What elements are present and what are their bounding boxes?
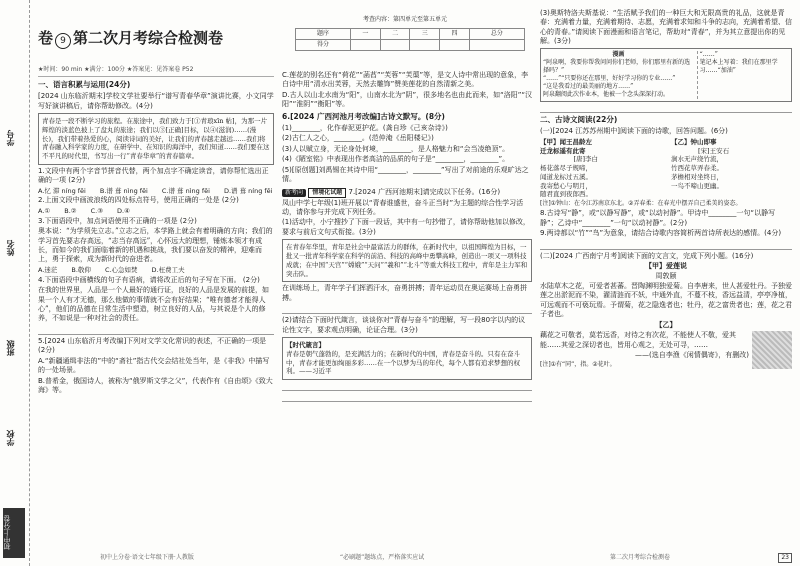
- column-middle: [282, 70, 532, 404]
- student-id-label: 学号: [6, 130, 15, 146]
- motto-box: [282, 337, 532, 380]
- question-6: 6.[2024 广西河池月考改编]古诗文默写。(8分): [282, 111, 445, 121]
- name-label: 姓名: [6, 240, 15, 256]
- dictation-line[interactable]: (2)古仁人之心，________。(范仲淹《岳阳楼记》): [282, 134, 434, 143]
- score-header: 一: [351, 29, 381, 40]
- exam-scope: 考查内容：第四单元至第五单元: [362, 16, 447, 23]
- prose-a-author: 周敦颐: [655, 271, 677, 280]
- score-header: 四: [440, 29, 470, 40]
- section-heading: 一、语言积累与运用(24分): [38, 80, 131, 89]
- option[interactable]: D.谱 葺 níng fēi: [223, 186, 273, 195]
- question-2: [38, 196, 274, 205]
- poem-note: [注]①钟山：在今江苏南京东北。②弄春柔：在春光中摆弄自己柔美的姿态。: [540, 200, 742, 208]
- q7-answer-text: 在训练场上，青年学子们挥洒汗水，奋勇拼搏；青年运动员在奥运赛场上奋勇拼搏。: [282, 284, 527, 302]
- new-trend-tag: 新考向: [282, 189, 306, 197]
- poem-title: 【乙】钟山即事: [671, 137, 717, 146]
- binding-spine: [0, 0, 30, 566]
- option[interactable]: C.谱 葺 nìng fēi: [161, 186, 210, 195]
- option[interactable]: C.莲花的别名还有“荷花”“菡萏”“芙蓉”“芙蕖”等，是文人诗中常出现的意象，李白诗中用“清水出芙蓉，天然去雕饰”赞美莲花的自然清新之美。: [282, 71, 529, 89]
- question-score: (2分): [179, 216, 197, 225]
- dictation-line[interactable]: (4)《陋室铭》中表现出作者高洁的品质的句子是“________，________”。: [282, 155, 510, 164]
- question-score: (2分): [221, 196, 239, 205]
- question-text: 4.下面语段中画横线的句子有语病，请将改正后的句子写在下面。: [38, 275, 241, 284]
- score-cell[interactable]: [410, 40, 440, 51]
- score-cell[interactable]: [440, 40, 470, 51]
- q4-passage: 在我的世界里，人品是一个人最好的通行证，良好的人品是发展的前提，如果一个人有才无德，那么他做的事情就不会有好结果；“唯有德者才能得人心”，他们的品德在日常生活中塑造，树立良好的人品，与其说是个人的修养，不如说是一种对社会的责任。: [38, 286, 269, 323]
- question-score: (2分): [68, 176, 86, 185]
- question-text: 7.[2024 广西河池期末]请完成以下任务。(16分): [348, 187, 501, 196]
- prose-b-text: 藕花之可敬者，莫若远香，对待之有次花，不能使人不敬，爱其能……其爱之深切者也，皆用心观之，无处可寻，……: [540, 331, 736, 349]
- question-text: 3.下面语段中，加点词语使用不正确的一项是: [38, 216, 178, 225]
- footer-left: 初中上分卷·语文七年级下册·人教版: [100, 553, 194, 561]
- comic-title: 漫画: [612, 50, 625, 58]
- column-right: [540, 8, 792, 371]
- prose-b-source: ——(选自李渔《闲情偶寄》，有删改): [635, 351, 749, 360]
- poem-title: 【甲】闻王昌龄左迁龙标遥有此寄: [540, 137, 592, 155]
- intro-text: [2024 山东临沂期末]学校文学社要举行“谱写青春华章”演讲比赛，小文同学写好演讲稿后，请你帮助修改。(4分): [38, 92, 274, 110]
- section-heading: 二、古诗文阅读(22分): [540, 115, 618, 125]
- score-cell[interactable]: [469, 40, 524, 51]
- comic-box: [540, 48, 792, 103]
- poem-b: [671, 138, 792, 199]
- option[interactable]: D.④: [117, 206, 130, 215]
- question-3: [38, 217, 274, 226]
- prose-a-body: 水陆草木之花，可爱者甚蕃。晋陶渊明独爱菊。自李唐来，世人甚爱牡丹。予独爱莲之出淤泥而不染，濯清涟而不妖，中通外直，不蔓不枝，香远益清，亭亭净植，可远观而不可亵玩焉。予谓菊，花之隐逸者也；牡丹，花之富贵者也；莲，花之君子者也。: [540, 281, 792, 319]
- column-left: [38, 78, 274, 396]
- score-cell[interactable]: [351, 40, 381, 51]
- q2-options: [38, 207, 274, 216]
- answer-line[interactable]: [282, 305, 532, 314]
- title-number: 9: [55, 33, 71, 49]
- answer-line[interactable]: [282, 382, 532, 391]
- poem-body: 杨花落尽子规啼，闻道龙标过五溪。我寄愁心与明月，随君直到夜郎西。: [540, 164, 592, 199]
- score-header: 三: [410, 29, 440, 40]
- option[interactable]: A.①: [38, 206, 51, 215]
- option[interactable]: B.敬仰: [71, 265, 91, 274]
- q7-sub1: (1)活动中，小宁搜抄了下面一段话，其中有一句抄错了，请你帮助他加以修改，要求与前后文句式衔接。(3分): [282, 218, 530, 236]
- poem-a: [540, 138, 661, 199]
- score-header: 题序: [296, 29, 351, 40]
- score-table: [295, 28, 525, 51]
- question-score: (2分): [38, 346, 55, 355]
- option[interactable]: B.普希金，俄国诗人，被称为“俄罗斯文学之父”，代表作有《自由颂》《致大海》等。: [38, 376, 273, 394]
- prose-a-title: 【甲】爱莲说: [645, 262, 687, 271]
- dictation-line[interactable]: (5)[原创题]刘禹锡在其诗中用“________，________”写出了对前途的乐观旷达之情。: [282, 165, 529, 184]
- class-label: 班级: [6, 340, 15, 356]
- option[interactable]: D.枉费工夫: [151, 265, 185, 274]
- prose-note: [注]①有“同”，指。②花叶。: [540, 361, 616, 369]
- context-tag: 情境化试题: [308, 188, 346, 198]
- question-text: 2.上面文段中画波浪线的四处标点符号，使用正确的一处是: [38, 196, 220, 205]
- q7-context: 凤山中学七年级(1)班开展以“青春谁盛世，奋斗正当时”为主题的综合性学习活动，请你参与并完成下列任务。: [282, 198, 524, 217]
- q7-sub2: (2)请结合下面时代箴言，谈谈你对“青春与奋斗”的理解，写一段80字以内的议论性文字，要求观点明确，论证合理。(3分): [282, 316, 526, 334]
- option[interactable]: A.忆 滞 níng fēi: [38, 186, 86, 195]
- poem-pair: [540, 138, 792, 199]
- question-text: 5.[2024 山东临沂月考改编]下列对文学文化常识的表述，不正确的一项是: [38, 336, 267, 345]
- option[interactable]: B.谱 葺 nìng fēi: [99, 186, 148, 195]
- exam-meta: ★时间：90 min ★满分：100分 ★答案见：见答案卷 P52: [38, 66, 274, 77]
- answer-line[interactable]: [282, 393, 532, 402]
- question-text: 1.文段中有两个字音节拼音代替，两个加点字不确定读音，请你帮忙选出正确的一项: [38, 166, 269, 185]
- dictation-line[interactable]: (1)________，化作春泥更护花。(龚自珍《己亥杂诗》): [282, 123, 448, 132]
- option[interactable]: C.③: [90, 206, 104, 215]
- school-label: 学校: [6, 430, 15, 446]
- illustration-image: [752, 331, 792, 369]
- option[interactable]: A.迷茫: [38, 265, 58, 274]
- option[interactable]: D.古人以山北水南为“阳”，山南水北为“阴”，很多地名也由此而来，如“洛阳”“汉阳”“淮阴”“衡阳”等。: [282, 90, 532, 109]
- q7-quote-box: 在青春年华里，青年是社会中最富活力的群体，在新时代中，以祖国辉煌为目标，一批又一批青年科学家在科学的前沿、科技的高峰中勇攀高峰，创造出一项又一项科技成就；在中国“天宫”“嫦娥”“天问”“羲和”“北斗”等重大科技工程中，青年是主力军和突击队。: [282, 239, 532, 282]
- footer-middle: “必刷题”题练点，严格落实应试: [340, 553, 425, 561]
- motto-text: 青春是朝气蓬勃的，是充满活力的；在新时代的中国，青春是奋斗的。只有在奋斗中，青春才能更加绚丽多彩……在一个以梦为马的年代，每个人都有追求梦想的权利。——习近平: [286, 349, 520, 376]
- title-text: 第二次月考综合检测卷: [73, 29, 224, 47]
- question-score: (2分): [242, 275, 260, 284]
- q7-sub3: (3)奥斯特洛夫斯基说：“生活赋予我们的一种巨大和无限高贵的礼品，这就是青春：充满着力量，充满着期待、志愿，充满着求知和斗争的志向，充满着希望、信心的青春。”请阅读下面漫画和语言笔记，帮助对“青春”，并为其立意提出你的见解。(3分): [540, 9, 792, 46]
- question-4: [38, 276, 274, 285]
- title-unit: 卷: [38, 29, 54, 47]
- q3-passage: 奥本说：“为学须先立志。”立志之后，本学路上就会有着明确的方向；我们的学习首先要志存高远，“志当存高远”，心怀远大的理想，锤炼本领才有成长，而如今的我们面临着新的机遇和挑战，我们要以奋发的精神，迎难而上，勇于探索，成为新时代的奋进者。: [38, 227, 273, 264]
- score-row-label: 得分: [296, 40, 351, 51]
- footer-right: 第二次月考综合检测卷: [610, 553, 671, 561]
- prose-b-title: 【乙】: [655, 320, 677, 329]
- option[interactable]: A.“新疆通缉非法的”中的“斋社”指古代交会结社处当年，是《非我》中描写的一处场景。: [38, 356, 270, 375]
- score-header: 总分: [469, 29, 524, 40]
- q1-options: [38, 187, 274, 196]
- question-5: [38, 337, 274, 356]
- comic-notes: “……” 笔记本上写着：我们在那里学习……“加油”: [697, 51, 789, 100]
- q3-options: [38, 266, 274, 275]
- score-header: 二: [380, 29, 410, 40]
- question-9: 9.两诗都以“竹”“鸟”为意象，请结合诗歌内容简析两首诗所表达的感情。(4分): [540, 229, 782, 238]
- answer-line[interactable]: [540, 241, 792, 250]
- option[interactable]: C.心急如焚: [104, 265, 138, 274]
- part-1-intro: (一)[2024 江苏苏州期中]阅读下面的诗歌，回答问题。(6分): [540, 127, 728, 136]
- speech-passage: 青春是一段不断学习的旅程。在旅途中，我们致力于[①青琅xīn 帖]，为那一片辉煌的淡蓝色披上了盘丸的旅途；我们以③[正确]目标，以④(滋润)……(漫长)，我们带着热爱的心，阅读诗词的美好，让我们的青春越走越远……我们将青春融入科学家的力度，在研学中、在知识的海洋中，我们知道……我们要在这不平凡的时代里，书写出一行“青春华章”的青春篇章。: [38, 113, 274, 165]
- comic-text: [543, 51, 694, 100]
- answer-line[interactable]: [38, 326, 274, 335]
- brand-badge: 初中上分卷: [3, 508, 25, 558]
- exam-title: [38, 28, 278, 58]
- dictation-line[interactable]: (3)人以赋立身，无论身处何境，________，是人格魅力和“会当凌绝顶”。: [282, 144, 510, 153]
- score-cell[interactable]: [380, 40, 410, 51]
- motto-title: 【时代箴言】: [286, 341, 325, 350]
- comic-body: “阿泉啊，我要你帮我问问你们老师，你们那里有新的选择吗？” “……”“只要你还在那里，好好学习你的专业……” “这是我看过的最美丽的地方……” 阿泉翻阅此次作业本，他被一个念头深深打动。: [543, 58, 691, 99]
- answer-line[interactable]: [540, 104, 792, 113]
- question-8: 8.古诗写“静”，或“以静写静”，或“以动衬静”。甲诗中________一句“以静写静”；乙诗中“________”一句“以动衬静”。(2分): [540, 209, 776, 227]
- question-1: [38, 167, 274, 186]
- question-7: [282, 188, 532, 198]
- part-2-intro: (二)[2024 广西南宁月考]阅读下面的文言文，完成下列小题。(16分): [540, 251, 754, 260]
- prose-b-body: [540, 331, 792, 350]
- poem-body: 涧水无声绕竹流，竹西花草弄春柔。茅檐相对坐终日，一鸟不啼山更幽。: [671, 155, 724, 190]
- option[interactable]: B.②: [64, 206, 77, 215]
- page-number: 23: [778, 553, 792, 563]
- poem-author: [唐]李白: [573, 155, 599, 164]
- poem-author: [宋]王安石: [698, 146, 730, 155]
